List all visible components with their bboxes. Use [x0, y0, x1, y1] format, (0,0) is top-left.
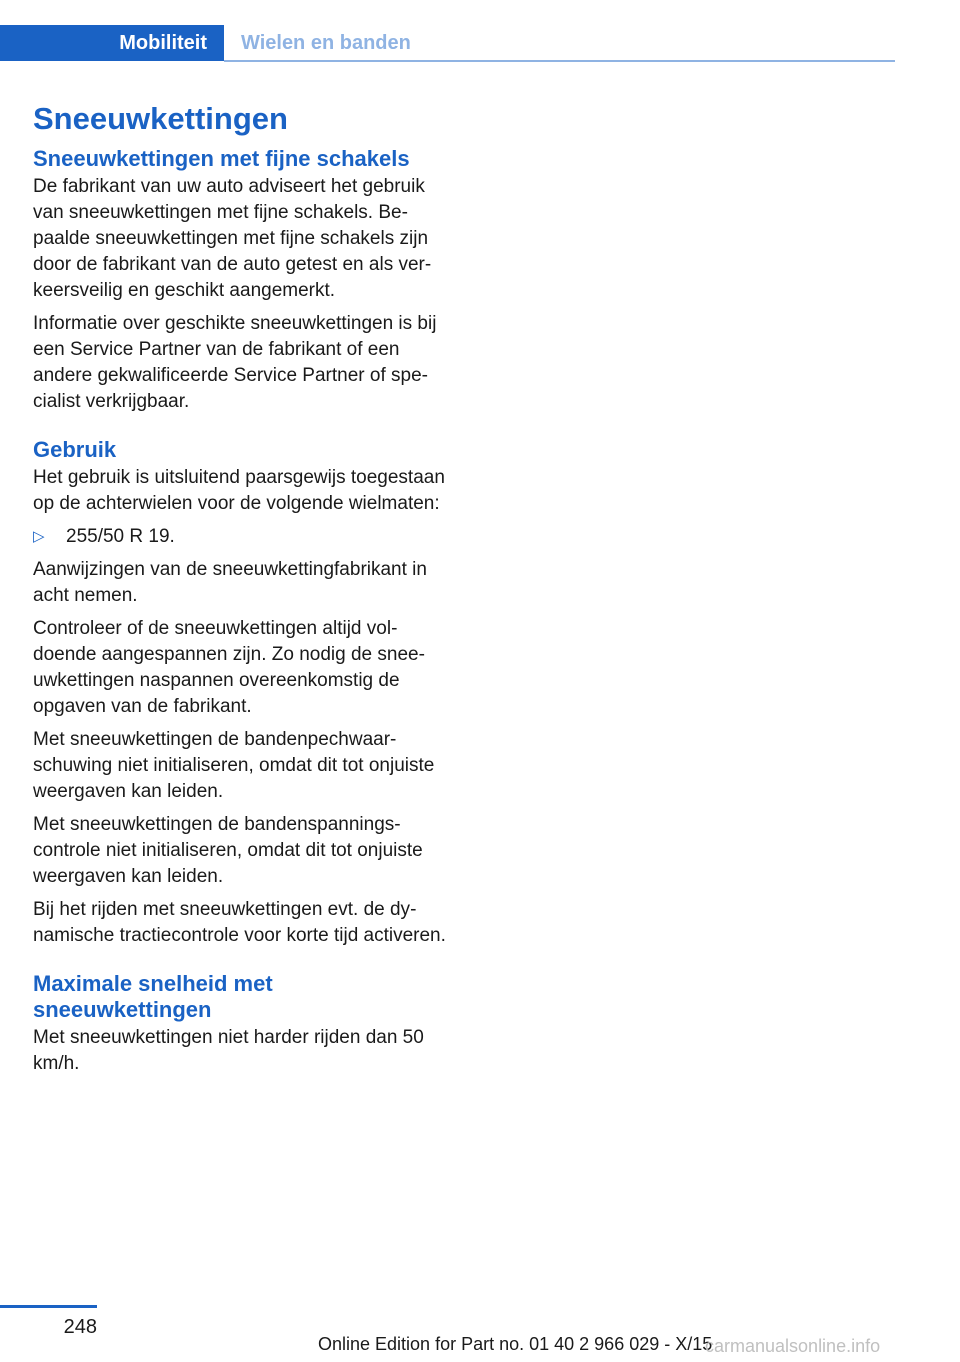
list-item — [33, 524, 451, 550]
section-heading-max-speed: Maximale snelheid met sneeuwkettingen — [33, 971, 273, 1022]
section-heading-usage: Gebruik — [33, 437, 117, 462]
paragraph: Informatie over geschikte sneeuwkettingen is bij een Service Partner van de fabrikant of een andere gekwalificeerde Service Partner of specialist verkrijgbaar. — [33, 313, 437, 412]
chapter-tabbar — [0, 25, 895, 62]
page-number: 248 — [63, 1316, 97, 1338]
footer-accent-line — [0, 1305, 97, 1308]
list-item-text: 255/50 R 19. — [66, 526, 175, 547]
tab-mobiliteit[interactable]: Mobiliteit — [0, 25, 224, 61]
paragraph: Met sneeuwkettingen de bandenpechwaarschuwing niet initialiseren, omdat dit tot onjuiste weergaven kan leiden. — [33, 729, 435, 802]
edition-note: Online Edition for Part no. 01 40 2 966 029 - X/15 — [318, 1334, 713, 1354]
paragraph: Met sneeuwkettingen niet harder rijden dan 50 km/h. — [33, 1027, 424, 1074]
page-content — [33, 100, 451, 1084]
paragraph: Aanwijzingen van de sneeuwkettingfabrikant in acht nemen. — [33, 559, 427, 606]
triangle-bullet-icon: ▷ — [33, 528, 45, 545]
paragraph: Het gebruik is uitsluitend paarsgewijs toegestaan op de achterwielen voor de volgende wielmaten: — [33, 467, 445, 514]
tab-divider-line — [224, 60, 895, 62]
paragraph: De fabrikant van uw auto adviseert het gebruik van sneeuwkettingen met fijne schakels. Bepaalde sneeuwkettingen met fijne schakels zijn door de fabrikant van de auto getest en als verkeersveilig en geschikt aangemerkt. — [33, 176, 432, 301]
paragraph: Controleer of de sneeuwkettingen altijd voldoende aangespannen zijn. Zo nodig de sneeuwkettingen naspannen overeenkomstig de opgaven van de fabrikant. — [33, 618, 425, 717]
paragraph: Bij het rijden met sneeuwkettingen evt. de dynamische tractiecontrole voor korte tijd activeren. — [33, 899, 446, 946]
watermark: carmanualsonline.info — [705, 1336, 881, 1356]
page-title: Sneeuwkettingen — [33, 101, 288, 136]
paragraph: Met sneeuwkettingen de bandenspanningscontrole niet initialiseren, omdat dit tot onjuiste weergaven kan leiden. — [33, 814, 423, 887]
section-heading-fine-chains: Sneeuwkettingen met fijne schakels — [33, 146, 410, 171]
tab-wielen-en-banden[interactable]: Wielen en banden — [241, 31, 411, 54]
